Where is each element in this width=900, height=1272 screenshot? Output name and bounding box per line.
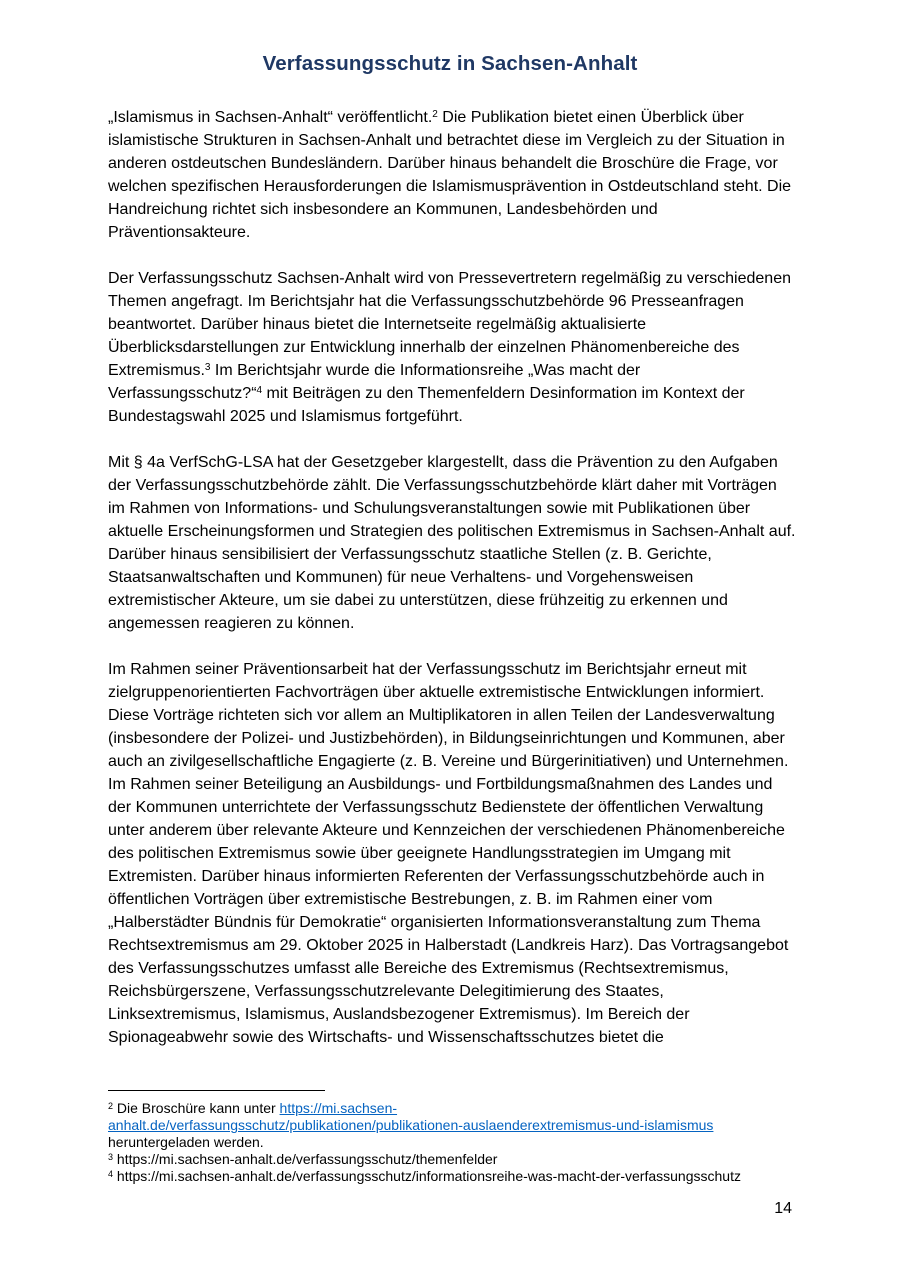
footnote-2-link-part-2[interactable]: anhalt.de/verfassungsschutz/publikationen/publikationen-auslaenderextremismus-und-islamismus <box>108 1117 714 1133</box>
footnote-3-text: https://mi.sachsen-anhalt.de/verfassungsschutz/themenfelder <box>113 1151 498 1167</box>
paragraph-3: Mit § 4a VerfSchG-LSA hat der Gesetzgeber klargestellt, dass die Prävention zu den Aufgaben der Verfassungsschutzbehörde zählt. Die Verfassungsschutzbehörde klärt daher mit Vorträgen im Rahmen von Informations- und Schulungsveranstaltungen sowie mit Publikationen über aktuelle Erscheinungsformen und Strategien des politischen Extremismus in Sachsen-Anhalt auf. Darüber hinaus sensibilisiert der Verfassungsschutz staatliche Stellen (z. B. Gerichte, Staatsanwaltschaften und Kommunen) für neue Verhaltens- und Vorgehensweisen extremistischer Akteure, um sie dabei zu unterstützen, diese frühzeitig zu erkennen und angemessen reagieren zu können. <box>108 454 796 632</box>
paragraph-2 <box>108 267 798 428</box>
footnote-2-prefix: Die Broschüre kann unter <box>113 1100 280 1116</box>
footnote-4-mark: 4 <box>108 1169 114 1179</box>
footnote-ref-3[interactable]: 3 <box>204 362 211 373</box>
page-header-title: Verfassungsschutz in Sachsen-Anhalt <box>262 52 638 75</box>
footnote-2 <box>108 1100 808 1151</box>
page-number: 14 <box>774 1200 792 1217</box>
footnotes <box>108 1100 808 1185</box>
footnote-ref-4[interactable]: 4 <box>256 385 263 396</box>
footnote-ref-2[interactable]: 2 <box>432 109 438 120</box>
footnote-2-mark: 2 <box>108 1101 114 1111</box>
footnote-2-link-part-1[interactable]: https://mi.sachsen- <box>279 1100 398 1116</box>
paragraph-1-text-b: Die Publikation bietet einen Überblick über islamistische Strukturen in Sachsen-Anhalt und betrachtet diese im Vergleich zu der Situation in anderen ostdeutschen Bundesländern. Darüber hinaus behandelt die Broschüre die Frage, vor welchen spezifischen Herausforderungen die Islamismusprävention in Ostdeutschland steht. Die Handreichung richtet sich insbesondere an Kommunen, Landesbehörden und Präventionsakteure. <box>108 109 792 241</box>
footnote-separator <box>108 1090 325 1091</box>
body-text <box>108 106 798 1072</box>
paragraph-2-text-a: Der Verfassungsschutz Sachsen-Anhalt wird von Pressevertretern regelmäßig zu verschiedenen Themen angefragt. Im Berichtsjahr hat die Verfassungsschutzbehörde 96 Presseanfragen beantwortet. Darüber hinaus bietet die Internetseite regelmäßig aktualisierte Überblicksdarstellungen zur Entwicklung innerhalb der einzelnen Phänomenbereiche des Extremismus. <box>108 270 791 379</box>
paragraph-4: Im Rahmen seiner Präventionsarbeit hat der Verfassungsschutz im Berichtsjahr erneut mit zielgruppenorientierten Fachvorträgen über aktuelle extremistische Entwicklungen informiert. Diese Vorträge richteten sich vor allem an Multiplikatoren in allen Teilen der Landesverwaltung (insbesondere der Polizei- und Justizbehörden), in Bildungseinrichtungen und Kommunen, aber auch an zivilgesellschaftliche Engagierte (z. B. Vereine und Bürgerinitiativen) und Unternehmen. Im Rahmen seiner Beteiligung an Ausbildungs- und Fortbildungsmaßnahmen des Landes und der Kommunen unterrichtete der Verfassungsschutz Bedienstete der öffentlichen Verwaltung unter anderem über relevante Akteure und Kennzeichen der verschiedenen Phänomenbereiche des politischen Extremismus sowie über geeignete Handlungsstrategien im Umgang mit Extremisten. Darüber hinaus informierten Referenten der Verfassungsschutzbehörde auch in öffentlichen Vorträgen über extremistische Bestrebungen, z. B. im Rahmen einer vom „Halberstädter Bündnis für Demokratie“ organisierten Informationsveranstaltung zum Thema Rechtsextremismus am 29. Oktober 2025 in Halberstadt (Landkreis Harz). Das Vortragsangebot des Verfassungsschutzes umfasst alle Bereiche des Extremismus (Rechtsextremismus, Reichsbürgerszene, Verfassungsschutzrelevante Delegitimierung des Staates, Linksextremismus, Islamismus, Auslandsbezogener Extremismus). Im Bereich der Spionageabwehr sowie des Wirtschafts- und Wissenschaftsschutzes bietet die <box>108 661 789 1046</box>
paragraph-1-text-a: „Islamismus in Sachsen-Anhalt“ veröffentlicht. <box>108 109 433 126</box>
paragraph-2-text-c: mit Beiträgen zu den Themenfeldern Desinformation im Kontext der Bundestagswahl 2025 und Islamismus fortgeführt. <box>108 385 745 425</box>
footnote-3-mark: 3 <box>108 1152 114 1162</box>
footnote-4 <box>108 1168 808 1185</box>
paragraph-2-text-b: Im Berichtsjahr wurde die Informationsreihe „Was macht der Verfassungsschutz?“ <box>108 362 641 402</box>
footnote-4-text: https://mi.sachsen-anhalt.de/verfassungsschutz/informationsreihe-was-macht-der-verfassungsschutz <box>113 1168 741 1184</box>
paragraph-1 <box>108 106 798 244</box>
footnote-3 <box>108 1151 808 1168</box>
footnote-2-suffix: heruntergeladen werden. <box>108 1134 264 1150</box>
